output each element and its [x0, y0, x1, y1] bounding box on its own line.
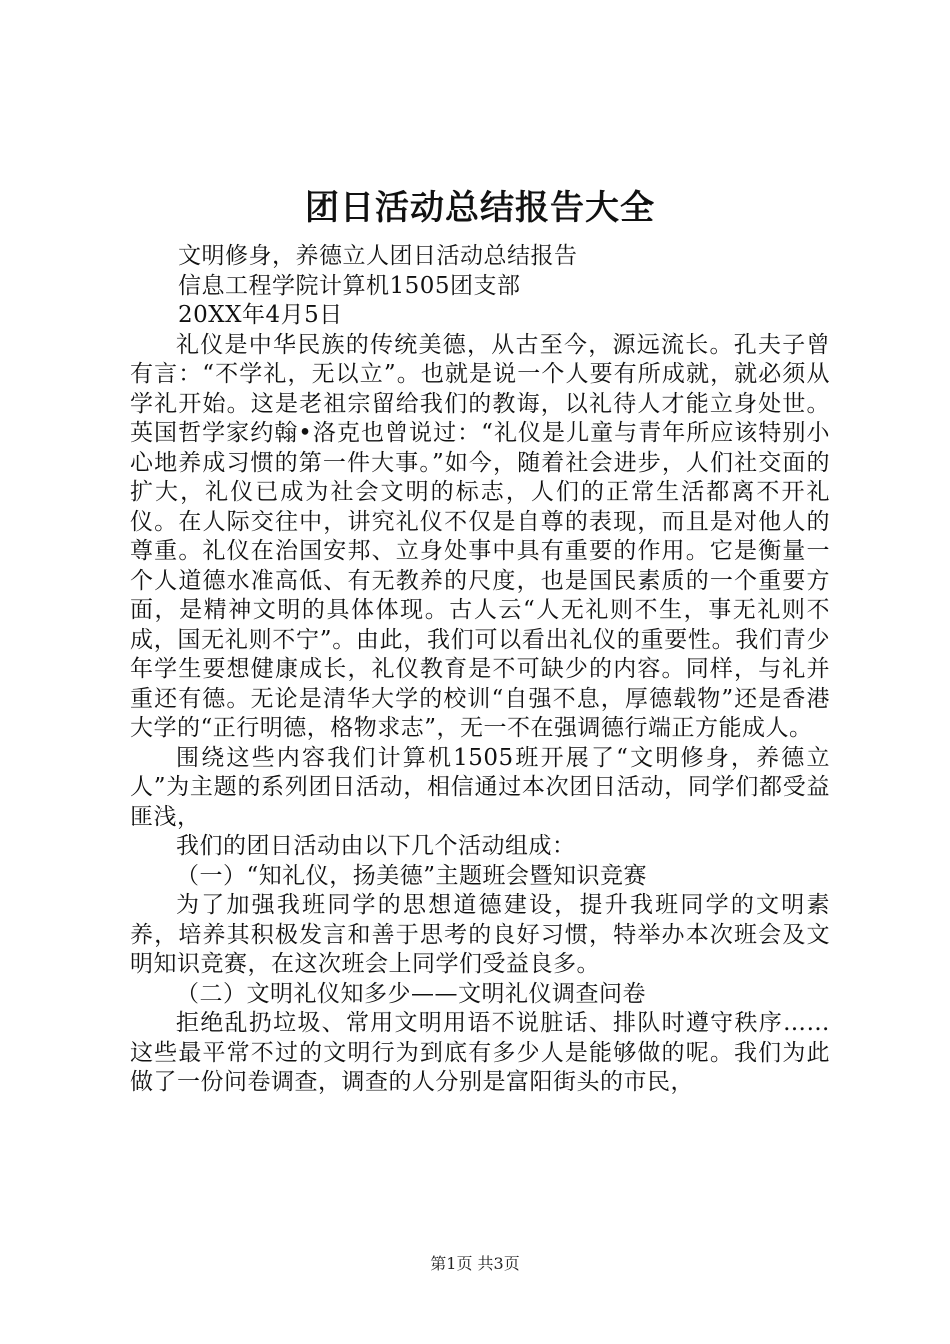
body-paragraph-intro: 礼仪是中华民族的传统美德，从古至今，源远流长。孔夫子曾有言：“不学礼，无以立”。也就是说一个人要有所成就，就必须从学礼开始。这是老祖宗留给我们的教诲，以礼待人才能立身处世。英国哲学家约翰•洛克也曾说过：“礼仪是儿童与青年所应该特别小心地养成习惯的第一件大事。”如今，随着社会进步，人们社交面的扩大，礼仪已成为社会文明的标志，人们的正常生活都离不开礼仪。在人际交往中，讲究礼仪不仅是自尊的表现，而且是对他人的尊重。礼仪在治国安邦、立身处事中具有重要的作用。它是衡量一个人道德水准高低、有无教养的尺度，也是国民素质的一个重要方面，是精神文明的具体体现。古人云“人无礼则不生，事无礼则不成，国无礼则不宁”。由此，我们可以看出礼仪的重要性。我们青少年学生要想健康成长，礼仪教育是不可缺少的内容。同样，与礼并重还有德。无论是清华大学的校训“自强不息，厚德载物”还是香港大学的“正行明德，格物求志”，无一不在强调德行端正方能成人。: [130, 331, 830, 741]
section-heading-2: （二）文明礼仪知多少——文明礼仪调查问卷: [176, 980, 646, 1007]
section-heading-1: （一）“知礼仪，扬美德”主题班会暨知识竞赛: [176, 862, 648, 889]
report-author: 信息工程学院计算机1505团支部: [178, 272, 521, 299]
report-date: 20XX年4月5日: [178, 302, 343, 328]
document-page: [130, 180, 830, 1098]
body-paragraph-section-1: 为了加强我班同学的思想道德建设，提升我班同学的文明素养，培养其积极发言和善于思考的良好习惯，特举办本次班会及文明知识竞赛，在这次班会上同学们受益良多。: [130, 892, 830, 977]
document-title: 团日活动总结报告大全: [305, 188, 655, 228]
report-subtitle: 文明修身，养德立人团日活动总结报告: [178, 243, 578, 269]
body-paragraph-section-2: 拒绝乱扔垃圾、常用文明用语不说脏话、排队时遵守秩序……这些最平常不过的文明行为到底有多少人是能够做的呢。我们为此做了一份问卷调查，调查的人分别是富阳街头的市民，: [130, 1010, 830, 1095]
page-footer: 第1页 共3页: [430, 1254, 520, 1273]
body-paragraph-composition: 我们的团日活动由以下几个活动组成：: [176, 833, 576, 859]
body-paragraph-activities: 围绕这些内容我们计算机1505班开展了“文明修身，养德立人”为主题的系列团日活动，相信通过本次团日活动，同学们都受益匪浅，: [130, 744, 830, 830]
